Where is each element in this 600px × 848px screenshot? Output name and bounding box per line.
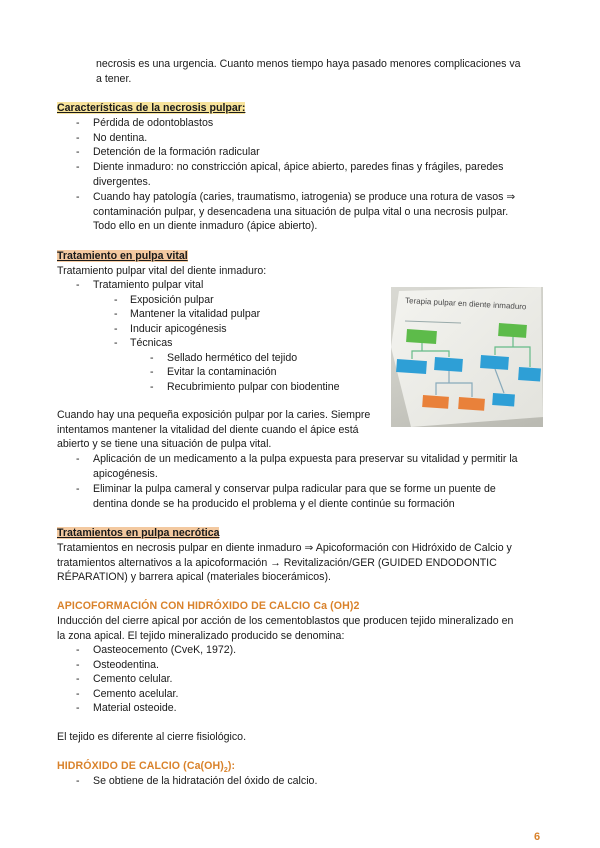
slide-photo-graphic (391, 287, 543, 427)
bullet-dash: - (76, 161, 80, 173)
bullet-dash: - (76, 483, 80, 495)
list-item: Exposición pulpar (130, 294, 214, 306)
bullet-dash: - (76, 146, 80, 158)
list-item: Sellado hermético del tejido (167, 352, 298, 364)
bullet-dash: - (76, 132, 80, 144)
diagram-box (396, 359, 427, 374)
bullet-dash: - (114, 294, 118, 306)
bullet-dash: - (114, 337, 118, 349)
list-item: Mantener la vitalidad pulpar (130, 308, 261, 320)
page-number: 6 (534, 831, 541, 843)
bullet-dash: - (76, 775, 80, 787)
bullet-dash: - (76, 702, 80, 714)
bullet-dash: - (76, 688, 80, 700)
diagram-box (518, 367, 541, 382)
diagram-box (498, 323, 527, 338)
bullet-dash: - (76, 644, 80, 656)
list-item: Cuando hay patología (caries, traumatismo, iatrogenia) se produce una rotura de vasos ⇒ contaminación pulpar, y desencadena una situación de pulpa vital o una necrosis pulpar. Todo ello en un diente inmaduro (ápice abierto). (93, 191, 516, 233)
bullet-dash: - (76, 453, 80, 465)
slide-title: Terapia pulpar en diente inmaduro (404, 296, 527, 312)
list-item: Eliminar la pulpa cameral y conservar pulpa radicular para que se forme un puente de dentina donde se ha producido el problema y el diente continúe su formación (93, 483, 496, 510)
bullet-dash: - (150, 352, 154, 364)
bullet-dash: - (114, 323, 118, 335)
list-item: Evitar la contaminación (167, 366, 277, 378)
bullet-dash: - (150, 366, 154, 378)
list-item: Osteodentina. (93, 659, 159, 671)
diagram-box (434, 357, 463, 372)
section-heading-vital: Tratamiento en pulpa vital (57, 250, 188, 262)
section-heading-apicoformacion: APICOFORMACIÓN CON HIDRÓXIDO DE CALCIO Ca (OH)2 (57, 600, 360, 612)
list-item: Recubrimiento pulpar con biodentine (167, 381, 340, 393)
bullet-dash: - (76, 279, 80, 291)
bullet-dash: - (150, 381, 154, 393)
bullet-dash: - (76, 659, 80, 671)
list-item: Inducir apicogénesis (130, 323, 227, 335)
bullet-dash: - (76, 191, 80, 203)
diagram-box (422, 395, 449, 409)
section-heading-hidroxido: HIDRÓXIDO DE CALCIO $(Ca(OH)_2)$: (57, 760, 236, 775)
intro-line-2: a tener. (96, 73, 132, 85)
list-item: Tratamiento pulpar vital (93, 279, 204, 291)
diagram-box (406, 329, 437, 344)
vital-paragraph: Cuando hay una pequeña exposición pulpar por la caries. Siempre intentamos mantener la vitalidad del diente cuando el ápice está abierto y se tiene una situación de pulpa vital. (57, 409, 371, 451)
diagram-box (480, 355, 509, 370)
apico-paragraph: Inducción del cierre apical por acción de los cementoblastos que producen tejido mineralizado en la zona apical. El tejido mineralizado producido se denomina: (57, 615, 514, 642)
list-item: Diente inmaduro: no constricción apical, ápice abierto, paredes finas y frágiles, paredes divergentes. (93, 161, 504, 188)
diagram-box (492, 393, 515, 407)
slide-photo (391, 287, 543, 427)
list-item: Oasteocemento (CveK, 1972). (93, 644, 237, 656)
section-heading-necrotica: Tratamientos en pulpa necrótica (57, 527, 220, 539)
necrotica-paragraph: Tratamientos en necrosis pulpar en diente inmaduro ⇒ Apicoformación con Hidróxido de Calcio y tratamientos alternativos a la apicoformación → Revitalización/GER (GUIDED ENDODONTIC RÉPARATION) y barrera apical (materiales biocerámicos). (57, 542, 512, 584)
bullet-dash: - (76, 117, 80, 129)
section-heading-caracteristicas: Características de la necrosis pulpar: (57, 102, 246, 114)
list-item: Técnicas (130, 337, 173, 349)
bullet-dash: - (76, 673, 80, 685)
list-item: Cemento acelular. (93, 688, 179, 700)
list-item: Aplicación de un medicamento a la pulpa expuesta para preservar su vitalidad y permitir la apicogénesis. (93, 453, 518, 480)
list-item: Pérdida de odontoblastos (93, 117, 214, 129)
list-item: Detención de la formación radicular (93, 146, 260, 158)
vital-intro: Tratamiento pulpar vital del diente inmaduro: (57, 265, 267, 277)
apico-closing: El tejido es diferente al cierre fisiológico. (57, 731, 247, 743)
bullet-dash: - (114, 308, 118, 320)
list-item: Material osteoide. (93, 702, 177, 714)
list-item: No dentina. (93, 132, 148, 144)
intro-line-1: necrosis es una urgencia. Cuanto menos tiempo haya pasado menores complicaciones va (96, 58, 521, 70)
diagram-box (458, 397, 485, 411)
list-item: Se obtiene de la hidratación del óxido de calcio. (93, 775, 318, 787)
list-item: Cemento celular. (93, 673, 173, 685)
